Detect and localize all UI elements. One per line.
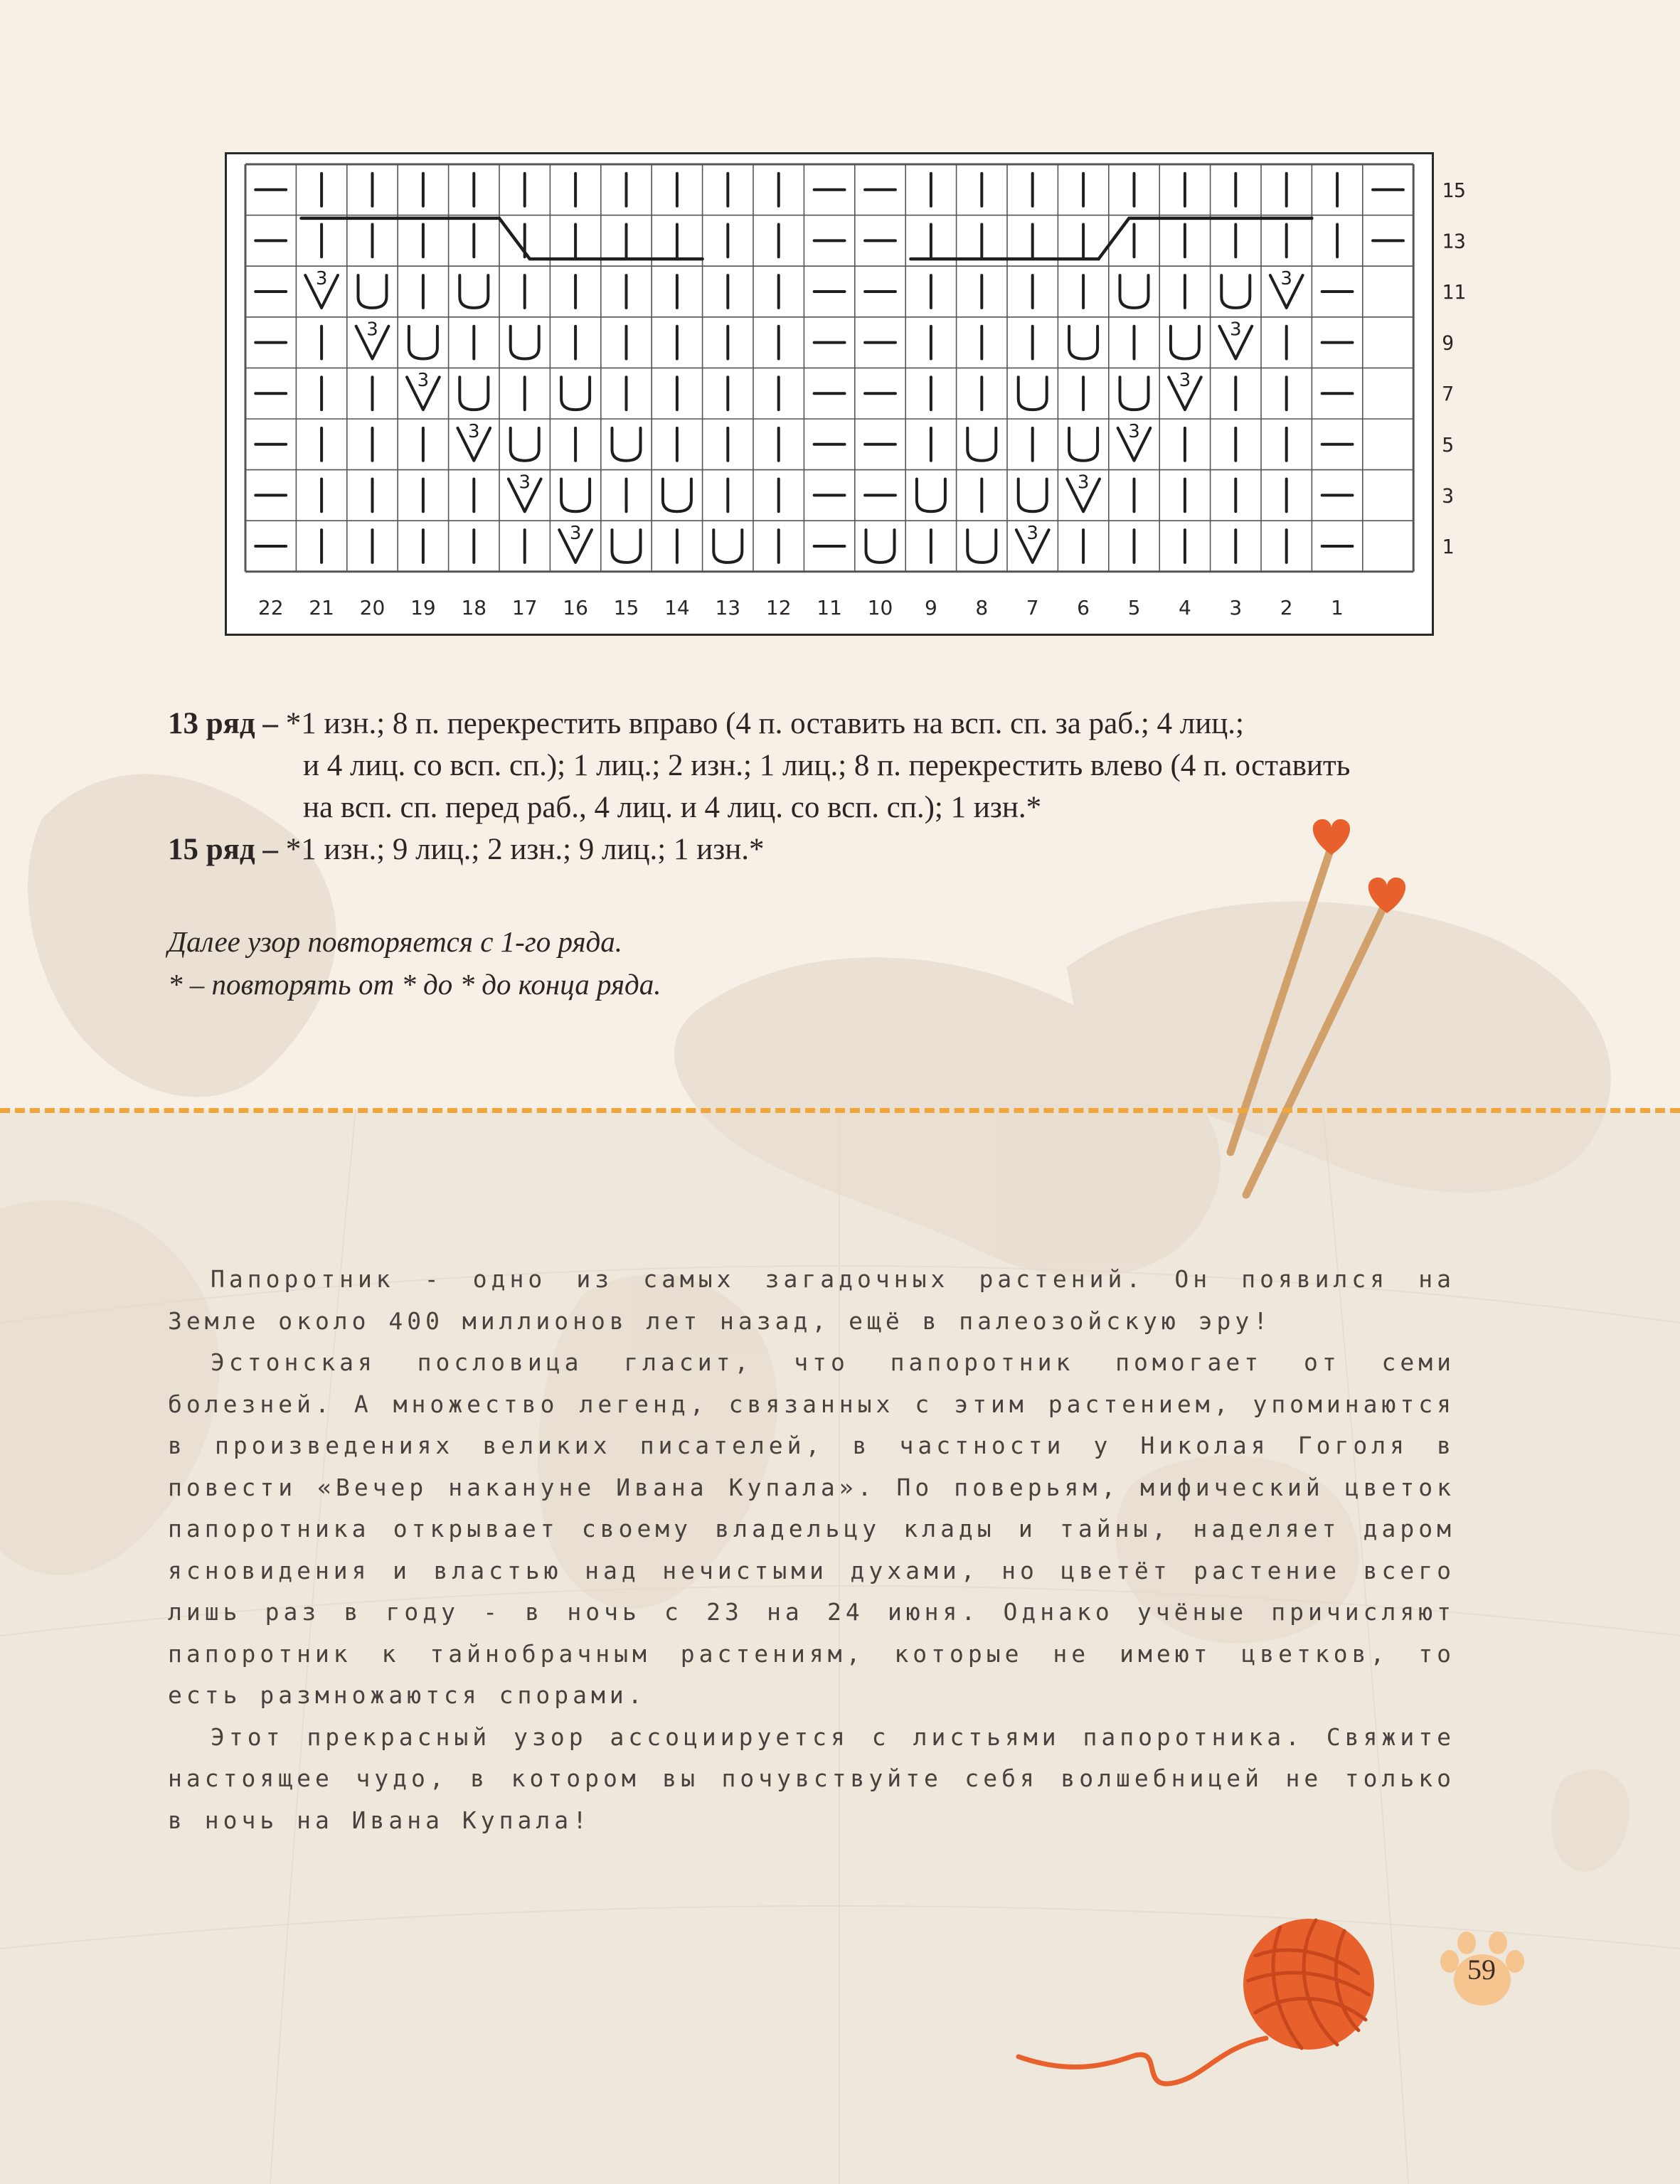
row-13-label: 13 ряд – xyxy=(168,707,278,740)
chart-column-number: 20 xyxy=(359,595,386,619)
yarn-over-symbol xyxy=(1120,377,1149,410)
yarn-over-symbol xyxy=(1120,275,1149,308)
three-together-label: 3 xyxy=(417,370,430,392)
row-13-line-3: на всп. сп. перед раб., 4 лиц. и 4 лиц. со всп. сп.); 1 изн.* xyxy=(303,791,1042,824)
chart-column-number: 19 xyxy=(410,595,436,619)
note-repeat: Далее узор повторяется с 1-го ряда. xyxy=(168,925,623,958)
yarn-over-symbol xyxy=(1221,275,1250,308)
yarn-over-symbol xyxy=(459,275,488,308)
fern-story xyxy=(168,1259,1455,1841)
pattern-notes xyxy=(168,920,1164,1006)
chart-column-number: 1 xyxy=(1331,595,1344,619)
cable-right-symbol xyxy=(302,218,703,259)
yarn-over-symbol xyxy=(561,377,590,410)
chart-column-number: 4 xyxy=(1178,595,1191,619)
chart-column-number: 2 xyxy=(1280,595,1293,619)
yarn-over-symbol xyxy=(358,275,387,308)
chart-column-number: 18 xyxy=(461,595,487,619)
three-together-label: 3 xyxy=(1077,472,1090,494)
chart-column-number: 16 xyxy=(563,595,588,619)
yarn-over-symbol xyxy=(1069,428,1097,461)
chart-column-number: 6 xyxy=(1077,595,1090,619)
row-15-label: 15 ряд – xyxy=(168,833,278,866)
chart-column-number: 17 xyxy=(511,595,538,619)
chart-row-number: 7 xyxy=(1442,382,1455,406)
cable-left-symbol xyxy=(910,218,1312,259)
three-together-label: 3 xyxy=(1026,522,1038,544)
chart-column-number: 10 xyxy=(867,595,893,619)
yarn-over-symbol xyxy=(409,326,437,359)
chart-column-number: 8 xyxy=(975,595,989,619)
yarn-over-symbol xyxy=(866,530,895,563)
chart-column-number: 11 xyxy=(817,595,842,619)
yarn-over-symbol xyxy=(459,377,488,410)
yarn-over-symbol xyxy=(1019,377,1047,410)
yarn-over-symbol xyxy=(561,479,590,511)
three-together-label: 3 xyxy=(1179,370,1191,392)
chart-column-number: 14 xyxy=(664,595,690,619)
yarn-over-symbol xyxy=(1069,326,1097,359)
three-together-label: 3 xyxy=(468,420,480,442)
chart-row-number: 3 xyxy=(1442,484,1455,508)
section-divider xyxy=(0,1108,1680,1113)
chart-column-number: 12 xyxy=(765,595,792,619)
chart-column-number: 15 xyxy=(613,595,639,619)
yarn-over-symbol xyxy=(511,428,539,461)
three-together-label: 3 xyxy=(1280,267,1292,289)
chart-column-number: 13 xyxy=(715,595,741,619)
three-together-label: 3 xyxy=(1230,319,1242,341)
yarn-over-symbol xyxy=(612,428,641,461)
chart-row-number: 9 xyxy=(1442,331,1455,355)
chart-column-number: 3 xyxy=(1229,595,1243,619)
knitting-chart xyxy=(225,152,1466,636)
yarn-over-symbol xyxy=(1171,326,1199,359)
row-15-line-1: *1 изн.; 9 лиц.; 2 изн.; 9 лиц.; 1 изн.* xyxy=(285,833,765,866)
yarn-over-symbol xyxy=(967,428,996,461)
chart-row-number: 11 xyxy=(1442,280,1466,304)
row-13-line-2: и 4 лиц. со всп. сп.); 1 лиц.; 2 изн.; 1 лиц.; 8 п. перекрестить влево (4 п. оставить xyxy=(303,749,1351,782)
yarn-over-symbol xyxy=(511,326,539,359)
yarn-over-symbol xyxy=(713,530,742,563)
story-paragraph-2: Эстонская пословица гласит, что папоротник помогает от семи болезней. А множество легенд, связанных с этим растением, упоминаются в произведениях великих писателей, в частности у Николая Гоголя в повести «Вечер накануне Ивана Купала». По поверьям, мифический цветок папоротника открывает своему владельцу клады и тайны, наделяет даром ясновидения и властью над нечистыми духами, но цветёт растение всего лишь раз в году - в ночь с 23 на 24 июня. Однако учёные причисляют папоротник к тайнобрачным растениям, которые не имеют цветков, то есть размножаются спорами. xyxy=(168,1348,1455,1709)
chart-column-number: 22 xyxy=(257,595,284,619)
three-together-label: 3 xyxy=(569,522,582,544)
chart-row-number: 5 xyxy=(1442,432,1455,457)
row-13-line-1: *1 изн.; 8 п. перекрестить вправо (4 п. оставить на всп. сп. за раб.; 4 лиц.; xyxy=(285,707,1244,740)
chart-column-number: 7 xyxy=(1026,595,1039,619)
chart-column-number: 5 xyxy=(1127,595,1141,619)
story-paragraph-3: Этот прекрасный узор ассоциируется с листьями папоротника. Свяжите настоящее чудо, в котором вы почувствуйте себя волшебницей не только в ночь на Ивана Купала! xyxy=(168,1722,1455,1834)
yarn-over-symbol xyxy=(663,479,691,511)
yarn-over-symbol xyxy=(612,530,641,563)
three-together-label: 3 xyxy=(1128,420,1140,442)
note-asterisk: * – повторять от * до * до конца ряда. xyxy=(168,968,661,1001)
yarn-ball-icon xyxy=(1010,1906,1380,2119)
story-paragraph-1: Папоротник - одно из самых загадочных растений. Он появился на Земле около 400 миллионов лет назад, ещё в палеозойскую эру! xyxy=(168,1265,1455,1335)
chart-row-number: 15 xyxy=(1442,178,1466,202)
yarn-over-symbol xyxy=(917,479,945,511)
three-together-label: 3 xyxy=(366,319,378,341)
chart-row-number: 13 xyxy=(1442,229,1466,253)
chart-row-number: 1 xyxy=(1442,535,1455,558)
three-together-label: 3 xyxy=(519,472,531,494)
three-together-label: 3 xyxy=(315,267,328,289)
yarn-over-symbol xyxy=(967,530,996,563)
page-number: 59 xyxy=(1467,1954,1496,1986)
yarn-over-symbol xyxy=(1019,479,1047,511)
chart-column-number: 9 xyxy=(924,595,937,619)
chart-column-number: 21 xyxy=(309,595,334,619)
knitting-needles-icon xyxy=(1209,818,1437,1216)
instruction-row-13 xyxy=(168,703,1519,745)
